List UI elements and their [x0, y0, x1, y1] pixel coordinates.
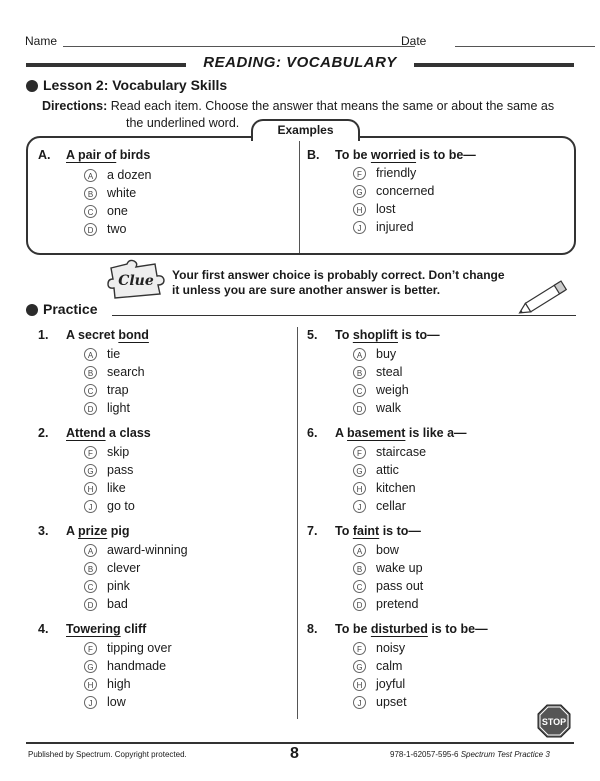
answer-option[interactable]: [353, 218, 434, 236]
answer-option[interactable]: [353, 479, 426, 497]
answer-bubble[interactable]: F: [353, 446, 366, 459]
answer-text: like: [107, 481, 126, 495]
answer-option[interactable]: [84, 166, 151, 184]
name-line[interactable]: [63, 46, 415, 47]
answer-option[interactable]: [353, 693, 407, 711]
underlined-word: bond: [118, 328, 149, 342]
answer-option[interactable]: [84, 577, 188, 595]
practice-question: [38, 328, 149, 342]
name-label: Name: [25, 34, 58, 48]
answer-text: tipping over: [107, 641, 172, 655]
bullet-icon: [26, 80, 38, 92]
answer-option[interactable]: [353, 497, 426, 515]
practice-question: [307, 622, 488, 636]
answer-option[interactable]: [84, 345, 145, 363]
answer-options: [353, 443, 426, 515]
answer-bubble[interactable]: D: [353, 598, 366, 611]
answer-text: staircase: [376, 445, 427, 459]
answer-option[interactable]: [353, 182, 434, 200]
example-b-question: B. To be worried is to be—: [307, 148, 476, 162]
clue-puzzle-icon: [105, 258, 167, 300]
answer-bubble[interactable]: A: [353, 544, 366, 557]
answer-text: pass: [107, 463, 134, 477]
underlined-word: disturbed: [370, 622, 428, 636]
answer-bubble[interactable]: J: [84, 696, 97, 709]
answer-option[interactable]: [84, 675, 172, 693]
answer-bubble[interactable]: A: [84, 544, 97, 557]
page-number: 8: [290, 745, 299, 762]
answer-text: high: [107, 677, 131, 691]
answer-option[interactable]: [84, 184, 151, 202]
practice-question: [307, 426, 467, 440]
question-number: 8.: [307, 622, 318, 636]
answer-bubble[interactable]: G: [353, 660, 366, 673]
answer-bubble[interactable]: F: [353, 642, 366, 655]
underlined-word: Towering: [66, 622, 121, 636]
answer-text: lost: [376, 202, 396, 216]
question-stem: A prize pig: [66, 524, 130, 538]
answer-options: [353, 541, 423, 613]
answer-bubble[interactable]: B: [353, 366, 366, 379]
answer-text: cellar: [376, 499, 406, 513]
answer-bubble[interactable]: G: [84, 464, 97, 477]
answer-option[interactable]: [353, 675, 407, 693]
answer-option[interactable]: [84, 559, 188, 577]
underlined-word: Attend: [66, 426, 106, 440]
answer-bubble[interactable]: B: [84, 187, 97, 200]
answer-option[interactable]: [353, 657, 407, 675]
answer-text: attic: [376, 463, 399, 477]
question-stem: Attend a class: [66, 426, 151, 440]
bullet-icon: [26, 304, 38, 316]
answer-option[interactable]: [353, 200, 434, 218]
answer-bubble[interactable]: A: [353, 348, 366, 361]
answer-bubble[interactable]: G: [84, 660, 97, 673]
answer-option[interactable]: [353, 363, 409, 381]
answer-option[interactable]: [353, 559, 423, 577]
answer-bubble[interactable]: D: [84, 598, 97, 611]
svg-text:Clue: Clue: [118, 273, 154, 289]
answer-text: one: [107, 204, 128, 218]
answer-text: light: [107, 401, 130, 415]
answer-text: award-winning: [107, 543, 188, 557]
answer-bubble[interactable]: B: [84, 562, 97, 575]
answer-text: friendly: [376, 166, 417, 180]
answer-option[interactable]: [353, 461, 426, 479]
answer-option[interactable]: [353, 541, 423, 559]
answer-options: [84, 345, 145, 417]
answer-option[interactable]: [353, 399, 409, 417]
answer-text: low: [107, 695, 126, 709]
date-line[interactable]: [455, 46, 595, 47]
footer-isbn: 978-1-62057-595-6 Spectrum Test Practice 3: [390, 750, 550, 759]
answer-text: clever: [107, 561, 141, 575]
answer-text: injured: [376, 220, 414, 234]
answer-text: weigh: [376, 383, 409, 397]
practice-question: [307, 524, 421, 538]
answer-option[interactable]: [84, 220, 151, 238]
svg-text:STOP: STOP: [541, 717, 567, 727]
answer-bubble[interactable]: F: [84, 446, 97, 459]
question-stem: A secret bond: [66, 328, 149, 342]
answer-bubble[interactable]: C: [84, 205, 97, 218]
underlined-word: shoplift: [352, 328, 398, 342]
name-date-bar: [25, 34, 573, 50]
answer-bubble[interactable]: H: [353, 203, 366, 216]
answer-bubble[interactable]: H: [84, 678, 97, 691]
answer-option[interactable]: [353, 595, 423, 613]
answer-bubble[interactable]: J: [353, 696, 366, 709]
answer-text: walk: [376, 401, 402, 415]
answer-bubble[interactable]: J: [353, 221, 366, 234]
examples-divider: [299, 138, 300, 253]
answer-option[interactable]: [353, 345, 409, 363]
question-number: 3.: [38, 524, 49, 538]
practice-question: [38, 426, 151, 440]
examples-tab: Examples: [251, 119, 360, 141]
answer-option[interactable]: [353, 639, 407, 657]
answer-text: trap: [107, 383, 129, 397]
example-a-options: [84, 166, 151, 238]
answer-option[interactable]: [84, 479, 135, 497]
footer-rule: [26, 742, 574, 744]
answer-option[interactable]: [84, 639, 172, 657]
pencil-icon: [515, 278, 575, 316]
answer-option[interactable]: [353, 381, 409, 399]
answer-option[interactable]: [84, 541, 188, 559]
question-number: 5.: [307, 328, 318, 342]
answer-text: steal: [376, 365, 403, 379]
answer-text: handmade: [107, 659, 167, 673]
clue-text: Your first answer choice is probably correct. Don’t change it unless you are sure another answer is better.: [172, 268, 505, 297]
answer-bubble[interactable]: F: [353, 167, 366, 180]
answer-bubble[interactable]: C: [84, 580, 97, 593]
question-stem: To faint is to—: [335, 524, 421, 538]
answer-option[interactable]: [84, 461, 135, 479]
answer-text: wake up: [376, 561, 423, 575]
answer-option[interactable]: [84, 399, 145, 417]
answer-text: kitchen: [376, 481, 416, 495]
answer-text: pretend: [376, 597, 419, 611]
answer-text: calm: [376, 659, 403, 673]
answer-option[interactable]: [84, 693, 172, 711]
answer-option[interactable]: [353, 443, 426, 461]
answer-bubble[interactable]: D: [353, 402, 366, 415]
example-a-question: A. A pair of birds: [38, 148, 151, 162]
underlined-word: prize: [78, 524, 108, 538]
stop-sign-icon: [537, 704, 571, 738]
question-number: 6.: [307, 426, 318, 440]
question-stem: A basement is like a—: [335, 426, 467, 440]
answer-bubble[interactable]: H: [84, 482, 97, 495]
answer-text: buy: [376, 347, 397, 361]
directions: Directions: Read each item. Choose the answer that means the same or about the same as the underlined word.: [42, 99, 555, 130]
answer-option[interactable]: [84, 363, 145, 381]
answer-option[interactable]: [353, 577, 423, 595]
answer-option[interactable]: [84, 497, 135, 515]
practice-question: [307, 328, 440, 342]
answer-bubble[interactable]: D: [84, 402, 97, 415]
answer-bubble[interactable]: G: [353, 185, 366, 198]
answer-option[interactable]: [84, 595, 188, 613]
answer-bubble[interactable]: B: [353, 562, 366, 575]
answer-text: white: [107, 186, 137, 200]
answer-options: [84, 541, 188, 613]
practice-rule: [112, 315, 576, 316]
answer-text: pass out: [376, 579, 424, 593]
answer-bubble[interactable]: C: [353, 580, 366, 593]
practice-question: [38, 622, 146, 636]
underlined-word: basement: [347, 426, 406, 440]
question-number: 1.: [38, 328, 49, 342]
practice-heading: Practice: [26, 301, 97, 317]
answer-bubble[interactable]: A: [84, 169, 97, 182]
answer-text: concerned: [376, 184, 435, 198]
answer-text: joyful: [376, 677, 406, 691]
question-stem: To shoplift is to—: [335, 328, 440, 342]
answer-text: pink: [107, 579, 130, 593]
answer-options: [353, 639, 407, 711]
answer-bubble[interactable]: J: [84, 500, 97, 513]
question-stem: Towering cliff: [66, 622, 147, 636]
answer-bubble[interactable]: C: [84, 384, 97, 397]
answer-bubble[interactable]: H: [353, 482, 366, 495]
page-title: READING: VOCABULARY: [0, 54, 600, 71]
question-number: 2.: [38, 426, 49, 440]
answer-bubble[interactable]: B: [84, 366, 97, 379]
answer-options: [84, 443, 135, 515]
example-b-options: [353, 164, 434, 236]
answer-bubble[interactable]: F: [84, 642, 97, 655]
answer-option[interactable]: [84, 657, 172, 675]
question-number: 4.: [38, 622, 49, 636]
answer-text: two: [107, 222, 127, 236]
answer-bubble[interactable]: D: [84, 223, 97, 236]
answer-option[interactable]: [84, 443, 135, 461]
answer-bubble[interactable]: J: [353, 500, 366, 513]
answer-bubble[interactable]: C: [353, 384, 366, 397]
answer-text: a dozen: [107, 168, 152, 182]
footer-publisher: Published by Spectrum. Copyright protected.: [28, 750, 187, 759]
answer-option[interactable]: [353, 164, 434, 182]
answer-options: [84, 639, 172, 711]
answer-text: noisy: [376, 641, 406, 655]
date-label: Date: [401, 34, 427, 48]
answer-text: upset: [376, 695, 407, 709]
question-stem: To be disturbed is to be—: [335, 622, 488, 636]
question-number: 7.: [307, 524, 318, 538]
column-divider: [297, 327, 298, 719]
answer-text: bow: [376, 543, 399, 557]
answer-text: tie: [107, 347, 121, 361]
lesson-heading: Lesson 2: Vocabulary Skills: [26, 77, 227, 93]
answer-options: [353, 345, 409, 417]
underlined-word: faint: [352, 524, 380, 538]
answer-text: bad: [107, 597, 128, 611]
answer-text: go to: [107, 499, 135, 513]
answer-option[interactable]: [84, 381, 145, 399]
answer-bubble[interactable]: H: [353, 678, 366, 691]
answer-text: skip: [107, 445, 130, 459]
answer-option[interactable]: [84, 202, 151, 220]
practice-question: [38, 524, 129, 538]
answer-text: search: [107, 365, 145, 379]
answer-bubble[interactable]: G: [353, 464, 366, 477]
answer-bubble[interactable]: A: [84, 348, 97, 361]
